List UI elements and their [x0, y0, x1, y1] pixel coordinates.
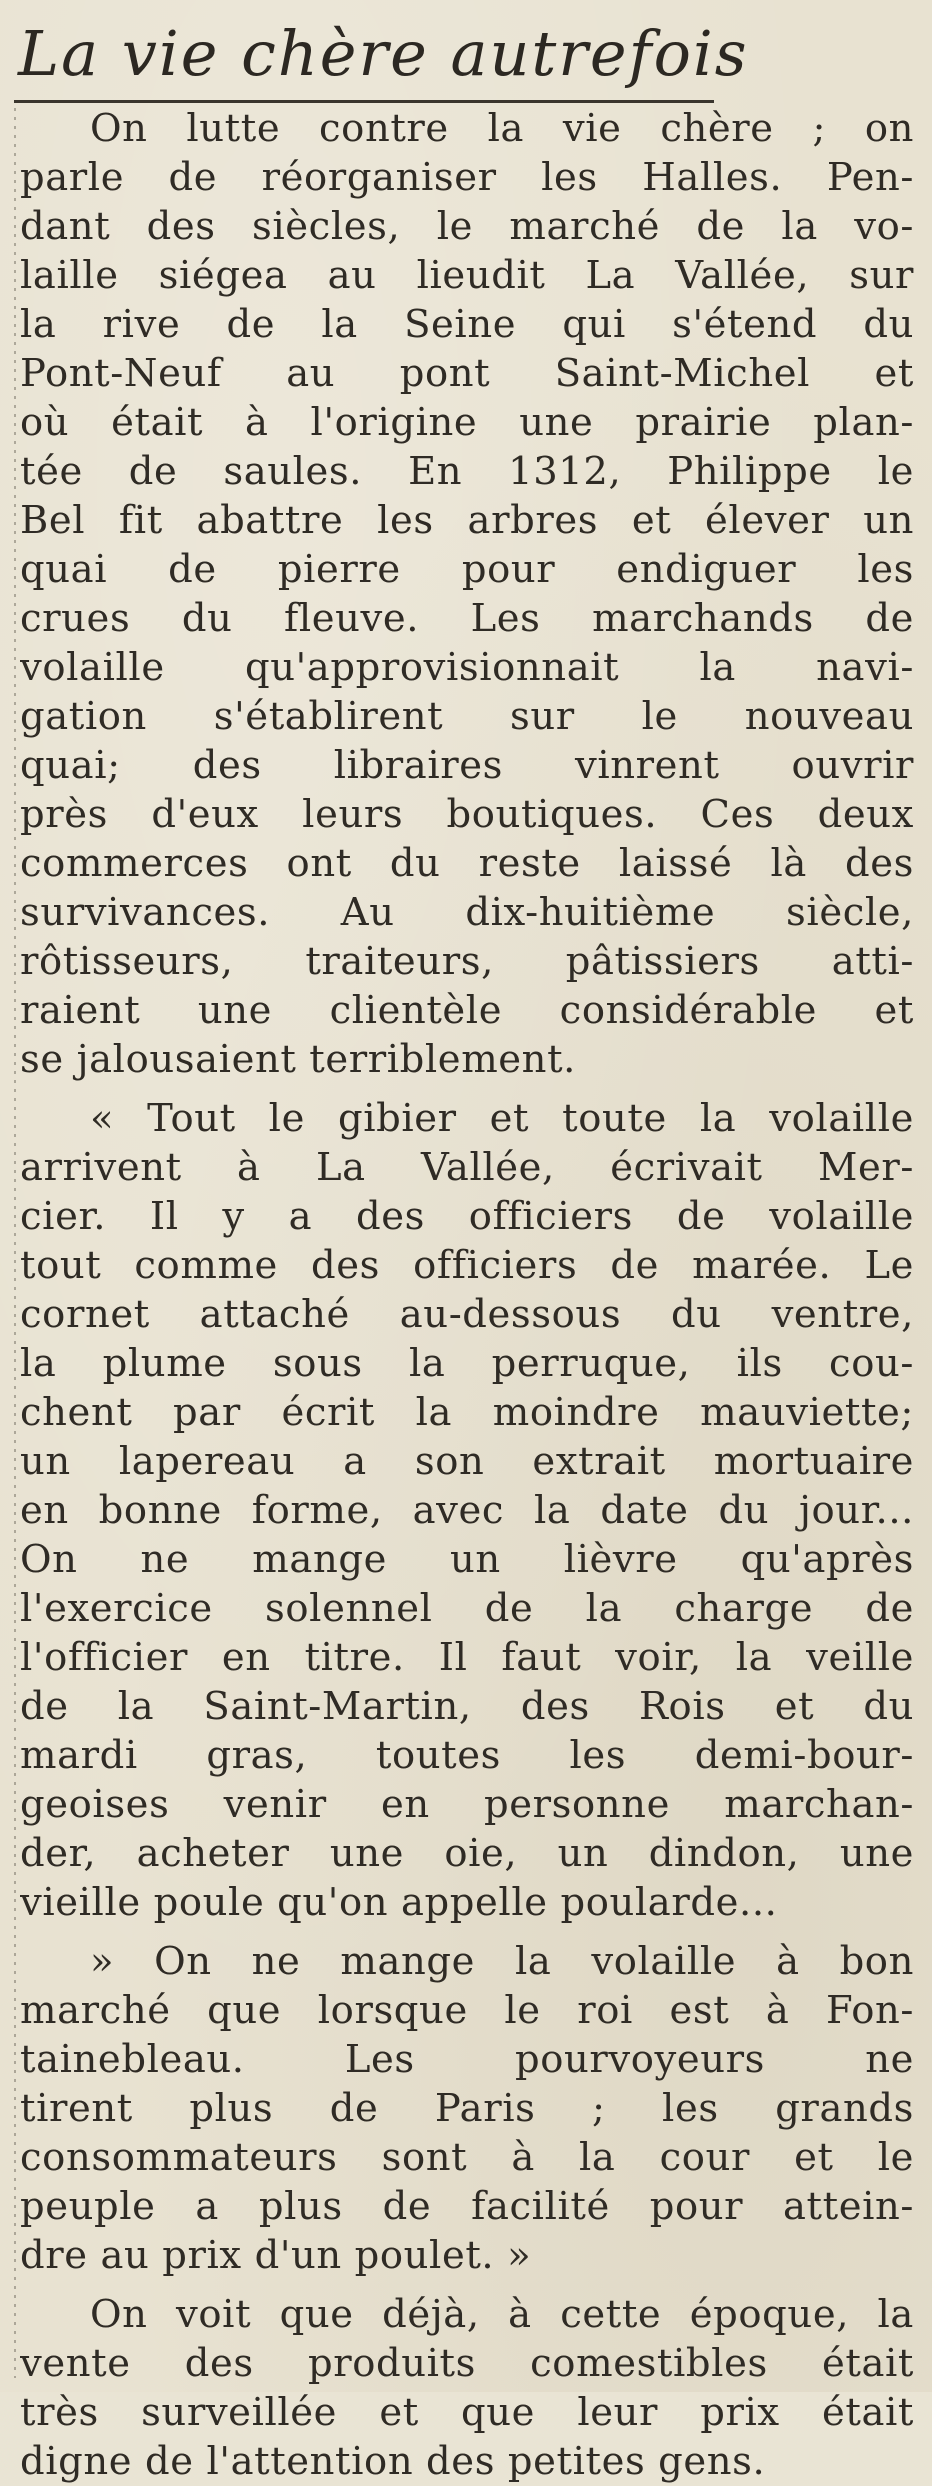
- paragraph-gap: [20, 1084, 914, 1094]
- text-line: se jalousaient terriblement.: [20, 1037, 576, 1082]
- text-line: tée de saules. En 1312, Philippe le: [20, 449, 914, 494]
- text-line: arrivent à La Vallée, écrivait Mer-: [20, 1145, 914, 1190]
- paragraph-gap: [20, 1927, 914, 1937]
- text-line: peuple a plus de facilité pour attein-: [20, 2184, 914, 2229]
- column-rule: [14, 108, 16, 2378]
- text-line: digne de l'attention des petites gens.: [20, 2439, 766, 2484]
- text-line: mardi gras, toutes les demi-bour-: [20, 1733, 914, 1778]
- text-line: où était à l'origine une prairie plan-: [20, 400, 914, 445]
- text-line: en bonne forme, avec la date du jour...: [20, 1488, 914, 1533]
- text-line: Bel fit abattre les arbres et élever un: [20, 498, 914, 543]
- text-line: la rive de la Seine qui s'étend du: [20, 302, 914, 347]
- text-line: tout comme des officiers de marée. Le: [20, 1243, 914, 1288]
- text-line: tirent plus de Paris ; les grands: [20, 2086, 914, 2131]
- text-line: cier. Il y a des officiers de volaille: [20, 1194, 914, 1239]
- text-line: la plume sous la perruque, ils cou-: [20, 1341, 914, 1386]
- paragraph-gap: [20, 2280, 914, 2290]
- text-line: un lapereau a son extrait mortuaire: [20, 1439, 914, 1484]
- text-line: crues du fleuve. Les marchands de: [20, 596, 914, 641]
- text-line: geoises venir en personne marchan-: [20, 1782, 914, 1827]
- text-line: gation s'établirent sur le nouveau: [20, 694, 914, 739]
- text-line: « Tout le gibier et toute la volaille: [90, 1096, 914, 1141]
- text-line: cornet attaché au-dessous du ventre,: [20, 1292, 914, 1337]
- text-line: raient une clientèle considérable et: [20, 988, 914, 1033]
- text-line: survivances. Au dix-huitième siècle,: [20, 890, 914, 935]
- text-line: chent par écrit la moindre mauviette;: [20, 1390, 914, 1435]
- text-line: consommateurs sont à la cour et le: [20, 2135, 914, 2180]
- paragraph: [20, 1094, 914, 1927]
- paragraph: [20, 1937, 914, 2280]
- text-line: laille siégea au lieudit La Vallée, sur: [20, 253, 914, 298]
- paragraph: [20, 2290, 914, 2486]
- text-line: marché que lorsque le roi est à Fon-: [20, 1988, 914, 2033]
- text-line: très surveillée et que leur prix était: [20, 2390, 914, 2435]
- text-line: quai; des libraires vinrent ouvrir: [20, 743, 914, 788]
- text-line: l'exercice solennel de la charge de: [20, 1586, 914, 1631]
- text-line: vente des produits comestibles était: [20, 2341, 914, 2386]
- text-line: rôtisseurs, traiteurs, pâtissiers atti-: [20, 939, 914, 984]
- text-line: quai de pierre pour endiguer les: [20, 547, 914, 592]
- text-line: » On ne mange la volaille à bon: [90, 1939, 914, 1984]
- text-line: volaille qu'approvisionnait la navi-: [20, 645, 914, 690]
- text-line: vieille poule qu'on appelle poularde...: [20, 1880, 778, 1925]
- text-line: On lutte contre la vie chère ; on: [90, 106, 914, 151]
- text-line: On voit que déjà, à cette époque, la: [90, 2292, 914, 2337]
- article-body: [20, 104, 914, 2486]
- text-line: près d'eux leurs boutiques. Ces deux: [20, 792, 914, 837]
- text-line: dre au prix d'un poulet. »: [20, 2233, 532, 2278]
- text-line: l'officier en titre. Il faut voir, la veille: [20, 1635, 914, 1680]
- text-line: tainebleau. Les pourvoyeurs ne: [20, 2037, 914, 2082]
- text-line: parle de réorganiser les Halles. Pen-: [20, 155, 914, 200]
- text-line: dant des siècles, le marché de la vo-: [20, 204, 914, 249]
- paragraph: [20, 104, 914, 1084]
- text-line: der, acheter une oie, un dindon, une: [20, 1831, 914, 1876]
- text-line: commerces ont du reste laissé là des: [20, 841, 914, 886]
- title-block: [14, 8, 749, 103]
- article-title: La vie chère autrefois: [18, 17, 749, 90]
- text-line: Pont-Neuf au pont Saint-Michel et: [20, 351, 914, 396]
- text-line: On ne mange un lièvre qu'après: [20, 1537, 914, 1582]
- text-line: de la Saint-Martin, des Rois et du: [20, 1684, 914, 1729]
